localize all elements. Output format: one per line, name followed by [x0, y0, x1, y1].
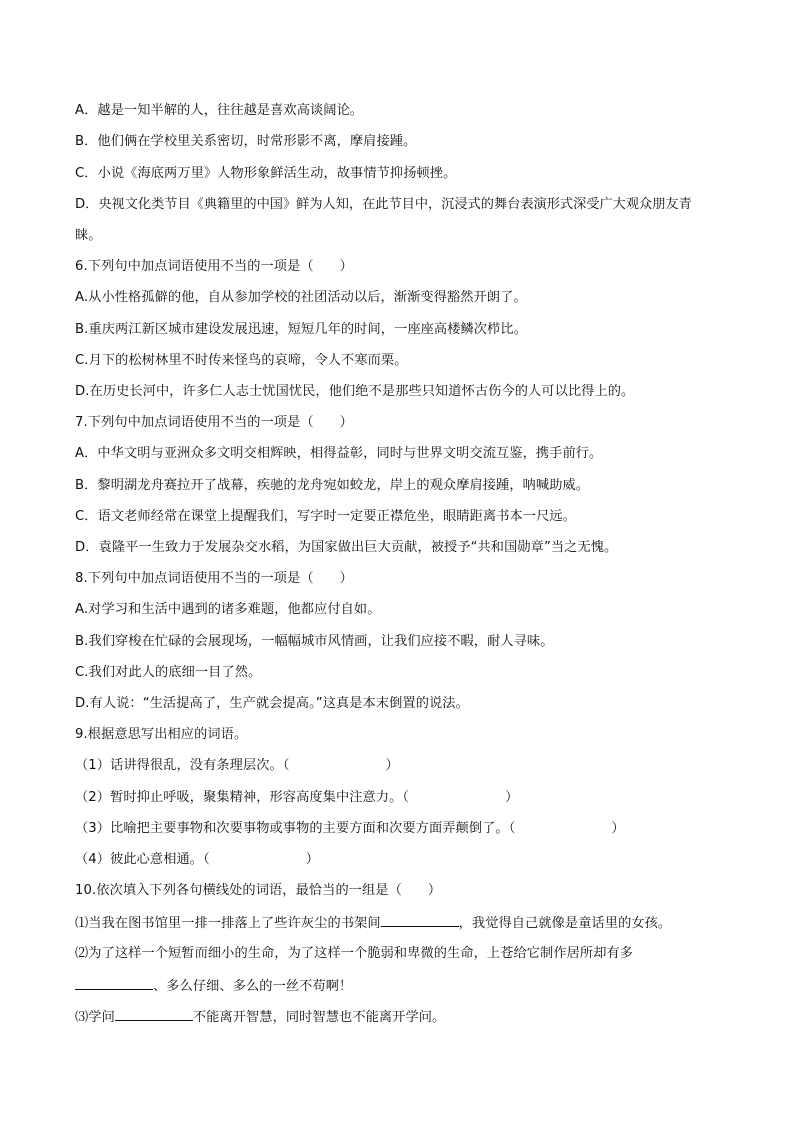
- q10-stem-close: ）: [427, 883, 442, 898]
- q6-option-b-text: B.重庆两江新区城市建设发展迅速，短短几年的时间，一座座高楼鳞次栉比。: [75, 322, 527, 337]
- q10-sentence-1-post: ，我觉得自己就像是童话里的女孩。: [458, 916, 672, 931]
- q5-option-c: [75, 166, 456, 182]
- q9-item-3-close: ）: [611, 821, 625, 836]
- q10-sentence-2: [75, 946, 633, 962]
- q8-option-c-text: C.我们对此人的底细一目了然。: [75, 665, 262, 680]
- q7-option-a: [75, 446, 602, 462]
- q6-option-c: [75, 353, 408, 369]
- q10-sentence-3: [75, 1008, 445, 1024]
- q7-stem-text: 7.下列句中加点词语使用不当的一项是（: [75, 415, 314, 430]
- q8-stem: [75, 571, 353, 587]
- q9-item-4: [75, 852, 319, 868]
- q9-item-1-text: （1）话讲得很乱，没有条理层次。（: [75, 758, 290, 773]
- q6-stem: [75, 259, 353, 275]
- q10-sentence-2-post: 、多么仔细、多么的一丝不苟啊！: [153, 979, 353, 994]
- q6-option-d-text: D.在历史长河中，许多仁人志士忧国忧民，他们绝不是那些只知道怀古伤今的人可以比得上的。: [75, 384, 635, 399]
- q6-option-a-text: A.从小性格孤僻的他，自从参加学校的社团活动以后，渐渐变得豁然开朗了。: [75, 290, 527, 305]
- q6-option-a: [75, 290, 527, 306]
- q6-option-c-text: C.月下的松树林里不时传来怪鸟的哀啼，令人不寒而栗。: [75, 353, 408, 368]
- q10-blank-3[interactable]: [115, 1008, 193, 1021]
- q10-sentence-2-cont: [75, 977, 352, 993]
- q5-option-d-text: D．央视文化类节目《典籍里的中国》鲜为人知，在此节目中，沉浸式的舞台表演形式深受广大观众朋友青: [75, 197, 692, 212]
- q8-option-d-text: D.有人说：“生活提高了，生产就会提高。”这真是本末倒置的说法。: [75, 696, 469, 711]
- q8-stem-text: 8.下列句中加点词语使用不当的一项是（: [75, 571, 314, 586]
- q9-item-3-text: （3）比喻把主要事物和次要事物或事物的主要方面和次要方面弄颠倒了。（: [75, 821, 516, 836]
- q10-sentence-1-pre: ⑴当我在图书馆里一排一排落上了些许灰尘的书架间: [75, 916, 381, 931]
- q8-option-c: [75, 665, 261, 681]
- q5-option-a: [75, 103, 363, 119]
- q10-stem-text: 10.依次填入下列各句横线处的词语，最恰当的一组是（: [75, 883, 402, 898]
- q10-sentence-3-pre: ⑶学问: [75, 1010, 115, 1025]
- q8-option-a-text: A.对学习和生活中遇到的诸多难题，他都应付自如。: [75, 602, 381, 617]
- q7-option-d-text: D．袁隆平一生致力于发展杂交水稻，为国家做出巨大贡献，被授予“共和国勋章”当之无愧。: [75, 540, 618, 555]
- q9-item-4-text: （4）彼此心意相通。（: [75, 852, 210, 867]
- q8-option-a: [75, 602, 381, 618]
- q10-sentence-1: [75, 914, 671, 930]
- q8-option-d: [75, 696, 469, 712]
- q5-option-c-text: C．小说《海底两万里》人物形象鲜活生动，故事情节抑扬顿挫。: [75, 166, 457, 181]
- q10-sentence-2-text: ⑵为了这样一个短暂而细小的生命，为了这样一个脆弱和卑微的生命，上苍给它制作居所却有多: [75, 946, 634, 961]
- q9-item-2-text: （2）暂时抑止呼吸，聚集精神，形容高度集中注意力。（: [75, 790, 410, 805]
- q10-blank-2[interactable]: [75, 977, 153, 990]
- q5-option-b-text: B．他们俩在学校里关系密切，时常形影不离，摩肩接踵。: [75, 134, 417, 149]
- q5-option-d-cont-text: 睐。: [75, 228, 102, 243]
- q7-stem: [75, 415, 353, 431]
- q7-option-c-text: C．语文老师经常在课堂上提醒我们，写字时一定要正襟危坐，眼睛距离书本一尺远。: [75, 509, 576, 524]
- q10-sentence-3-post: 不能离开智慧，同时智慧也不能离开学问。: [192, 1010, 446, 1025]
- q9-stem-text: 9.根据意思写出相应的词语。: [75, 727, 248, 742]
- q6-option-b: [75, 322, 527, 338]
- q5-option-d: [75, 197, 692, 213]
- q7-option-d: [75, 540, 617, 556]
- q9-stem: [75, 727, 247, 743]
- q5-option-d-cont: [75, 228, 102, 244]
- q6-stem-text: 6.下列句中加点词语使用不当的一项是（: [75, 259, 314, 274]
- q8-option-b: [75, 634, 554, 650]
- q7-option-a-text: A．中华文明与亚洲众多文明交相辉映，相得益彰，同时与世界文明交流互鉴，携手前行。: [75, 446, 603, 461]
- q10-stem: [75, 883, 441, 899]
- q9-item-1: [75, 758, 399, 774]
- q9-item-4-close: ）: [305, 852, 320, 867]
- q7-option-c: [75, 509, 576, 525]
- q5-option-a-text: A．越是一知半解的人，往往越是喜欢高谈阔论。: [75, 103, 364, 118]
- q5-option-b: [75, 134, 416, 150]
- q9-item-2: [75, 790, 518, 806]
- q9-item-2-close: ）: [505, 790, 519, 805]
- q9-item-1-close: ）: [385, 758, 399, 773]
- q7-option-b-text: B．黎明湖龙舟赛拉开了战幕，疾驰的龙舟宛如蛟龙，岸上的观众摩肩接踵，呐喊助威。: [75, 478, 590, 493]
- q9-item-3: [75, 821, 625, 837]
- q8-stem-close: ）: [339, 571, 353, 586]
- q10-blank-1[interactable]: [381, 914, 459, 927]
- q8-option-b-text: B.我们穿梭在忙碌的会展现场，一幅幅城市风情画，让我们应接不暇，耐人寻味。: [75, 634, 554, 649]
- q7-option-b: [75, 478, 589, 494]
- q7-stem-close: ）: [339, 415, 353, 430]
- q6-option-d: [75, 384, 634, 400]
- q6-stem-close: ）: [339, 259, 353, 274]
